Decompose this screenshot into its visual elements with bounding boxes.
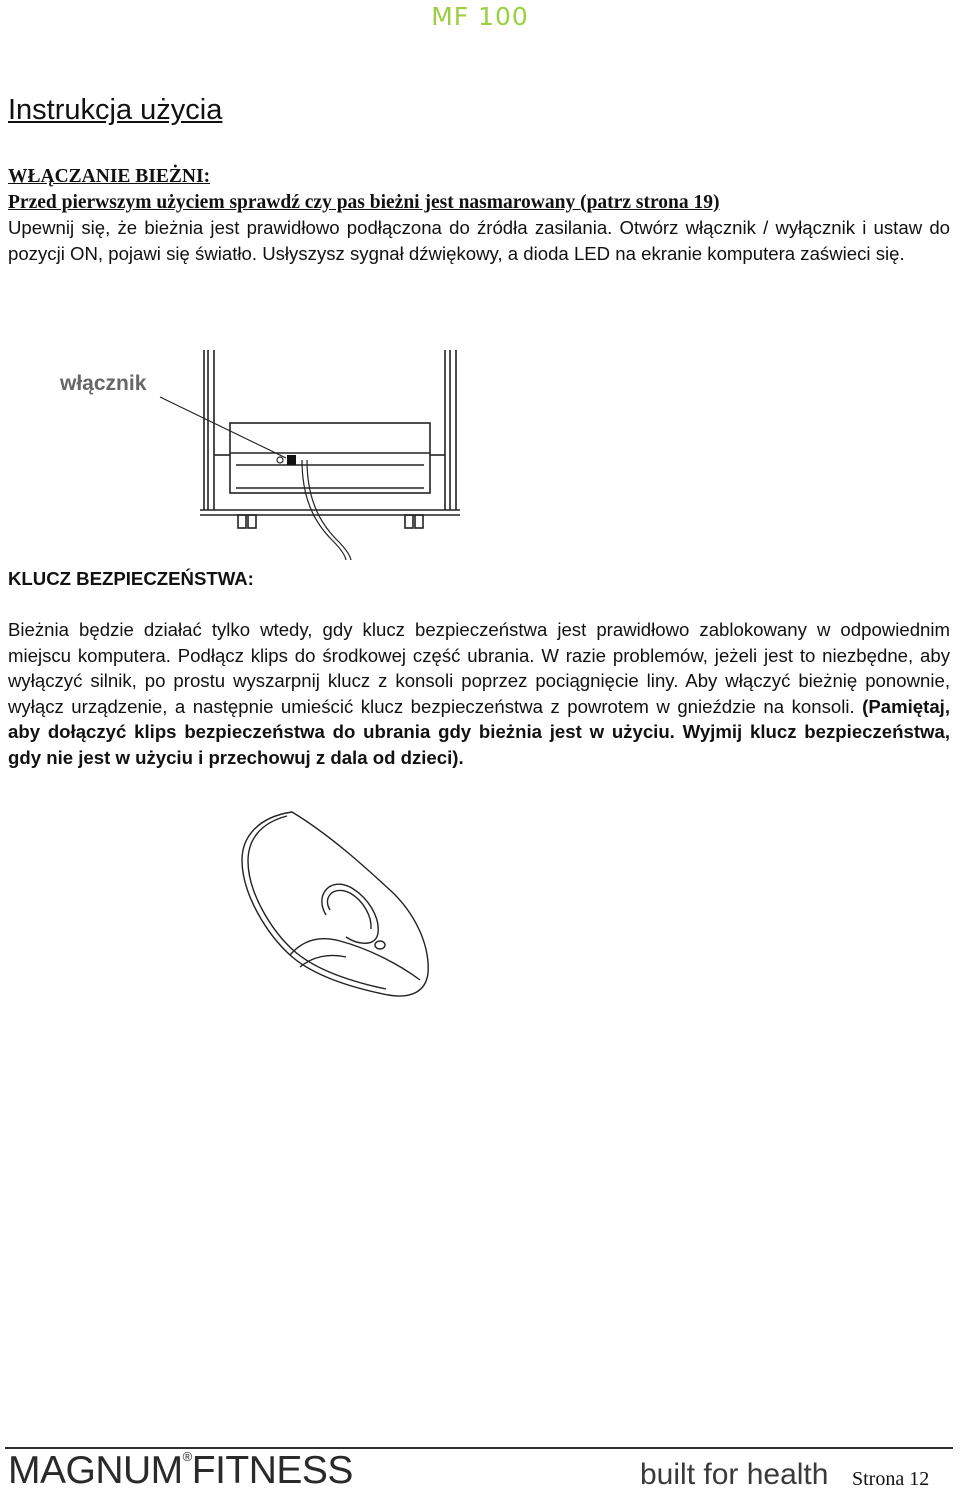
page-title: Instrukcja użycia	[8, 94, 223, 126]
section-key-note: (Pamiętaj, aby dołączyć klips bezpieczeństwa do ubrania gdy bieżnia jest w użyciu. Wyjmij klucz bezpieczeństwa, gdy nie jest w użyciu i przechowuj z dala od dzieci).	[8, 695, 950, 768]
section-on-body: Upewnij się, że bieżnia jest prawidłowo podłączona do źródła zasilania. Otwórz włącznik / wyłącznik i ustaw do pozycji ON, pojawi się światło. Usłyszysz sygnał dźwiękowy, a dioda LED na ekranie komputera zaświeci się.	[8, 217, 950, 264]
brand-logo-left: MAGNUM	[8, 1449, 183, 1492]
section-key-body: Bieżnia będzie działać tylko wtedy, gdy klucz bezpieczeństwa jest prawidłowo zablokowany w odpowiednim miejscu komputera. Podłącz klips do środkowej część ubrania. W razie problemów, jeżeli jest to niezbędne, aby wyłączyć silnik, po prostu wyszarpnij klucz z konsoli poprzez pociągnięcie liny. Aby włączyć bieżnię ponownie, wyłącz urządzenie, a następnie umieścić klucz bezpieczeństwa z powrotem w gnieździe na konsoli.	[8, 619, 950, 717]
brand-logo-mark: ®	[182, 1449, 192, 1464]
safety-key-illustration	[230, 805, 445, 1020]
treadmill-switch-illustration	[50, 345, 470, 560]
brand-logo	[8, 1449, 353, 1493]
section-key-paragraph	[8, 617, 950, 770]
brand-tagline: built for health	[640, 1458, 829, 1491]
switch-label: włącznik	[60, 372, 147, 395]
model-name: MF 100	[431, 2, 529, 31]
section-on-heading: WŁĄCZANIE BIEŻNI:	[8, 166, 211, 187]
brand-logo-right: FITNESS	[191, 1449, 353, 1492]
section-on-lead: Przed pierwszym użyciem sprawdź czy pas bieżni jest nasmarowany (patrz strona 19)	[8, 192, 720, 213]
page-number: Strona 12	[852, 1468, 930, 1490]
section-key-heading: KLUCZ BEZPIECZEŃSTWA:	[8, 568, 254, 589]
